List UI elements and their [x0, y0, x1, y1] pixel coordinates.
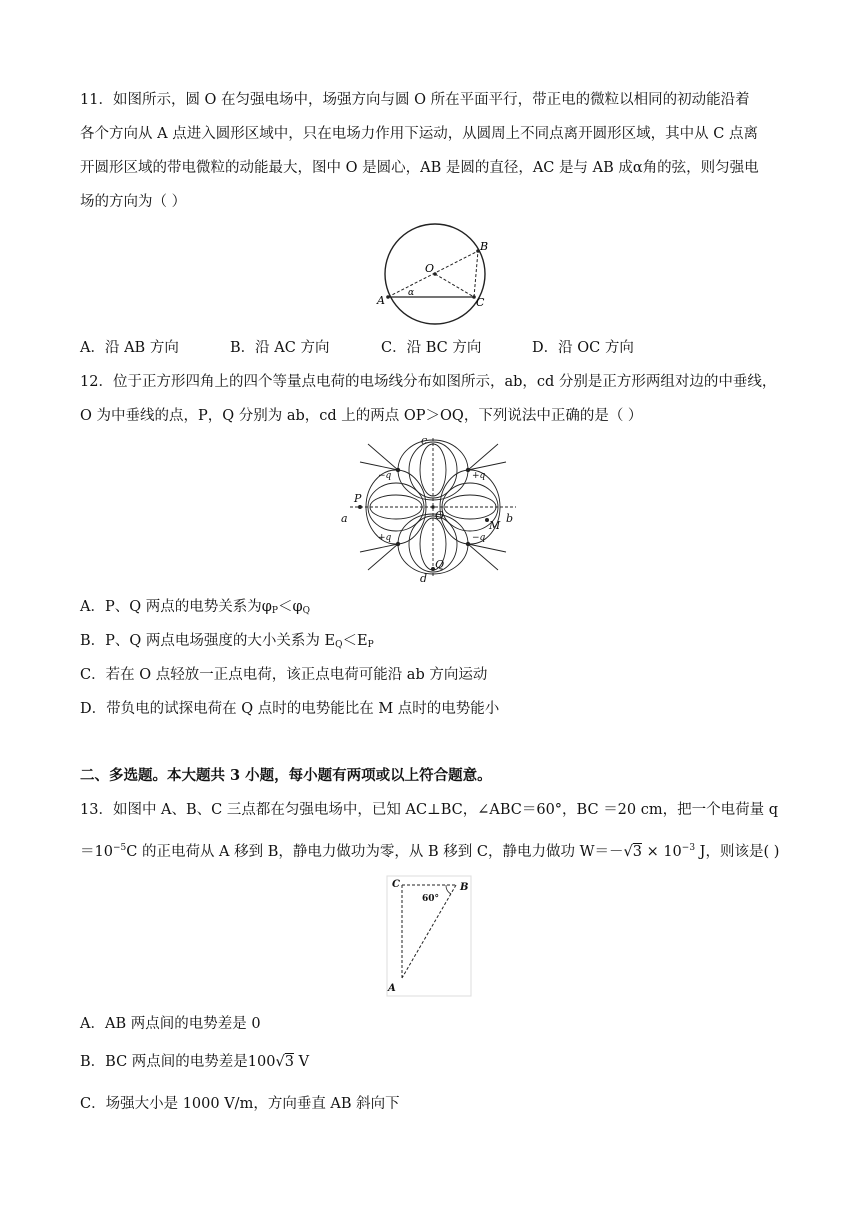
q13-option-b-unit: V	[293, 1054, 310, 1070]
q12-option-a-sub-p: P	[271, 606, 278, 616]
q11-label-c: C	[476, 296, 485, 309]
q12-option-a-sub-q: Q	[302, 606, 310, 616]
q12-option-a-text: A．P、Q 两点的电势关系为φ	[80, 599, 272, 615]
q13-label-angle: 60°	[422, 894, 440, 904]
q12-label-q: Q	[435, 558, 445, 571]
q11-option-d[interactable]: D．沿 OC 方向	[532, 340, 634, 356]
q13-triangle-figure	[384, 873, 474, 999]
q12-field-line-figure	[338, 432, 528, 584]
q12-option-b-text: B．P、Q 两点电场强度的大小关系为 E	[80, 633, 336, 649]
q12-label-p: P	[354, 492, 362, 505]
q11-text-line-2: 各个方向从 A 点进入圆形区域中，只在电场力作用下运动，从圆周上不同点离开圆形区域，其中从 C 点离	[80, 126, 758, 142]
q13-line2-sup2: −3	[681, 843, 696, 853]
q12-text-line-1: 12．位于正方形四角上的四个等量点电荷的电场线分布如图所示，ab，cd 分别是正方形两组对边的中垂线，	[80, 374, 777, 390]
q12-text-line-2: O 为中垂线的点，P，Q 分别为 ab，cd 上的两点 OP＞OQ，下列说法中正确的是（ ）	[80, 408, 643, 424]
q11-text-line-3: 开圆形区域的带电微粒的动能最大，图中 O 是圆心，AB 是圆的直径，AC 是与 AB 成α角的弦，则匀强电	[80, 160, 759, 176]
q12-option-c[interactable]: C．若在 O 点轻放一正点电荷，该正点电荷可能沿 ab 方向运动	[80, 667, 488, 683]
q12-label-d: d	[420, 572, 428, 584]
q13-line2-b: C 的正电荷从 A 移到 B，静电力做功为零，从 B 移到 C，静电力做功 W＝－	[126, 844, 624, 860]
q12-label-m: M	[489, 519, 501, 532]
q11-option-b[interactable]: B．沿 AC 方向	[230, 340, 330, 356]
q13-line2-times: × 10	[641, 844, 682, 860]
q11-option-c[interactable]: C．沿 BC 方向	[381, 340, 482, 356]
q13-label-b: B	[460, 882, 469, 893]
q12-option-b[interactable]	[80, 631, 374, 655]
q13-line2-a: ＝10	[80, 844, 113, 860]
q13-line2-sqrt-sign: √	[623, 844, 633, 860]
q13-line2-c: J，则该是( )	[695, 844, 780, 860]
q11-option-a[interactable]: A．沿 AB 方向	[80, 340, 179, 356]
q12-label-top-left-charge: −q	[378, 471, 392, 481]
section-2-heading: 二、多选题。本大题共 3 小题，每小题有两项或以上符合题意。	[80, 767, 492, 784]
q12-label-bottom-right-charge: −q	[472, 533, 486, 543]
q11-label-b: B	[480, 240, 489, 253]
q13-label-a: A	[388, 983, 396, 994]
q12-label-b: b	[506, 512, 514, 525]
q11-text-line-1: 11．如图所示，圆 O 在匀强电场中，场强方向与圆 O 所在平面平行，带正电的微粒以相同的初动能沿着	[80, 92, 750, 108]
q13-option-b-num: 100	[247, 1054, 276, 1070]
q12-label-a: a	[341, 512, 348, 525]
q13-line2-radicand: 3	[632, 844, 642, 860]
q13-option-b-radicand: 3	[284, 1054, 294, 1070]
q11-label-o: O	[425, 262, 435, 275]
q12-option-a-mid: ＜φ	[277, 599, 303, 615]
q11-text-line-4: 场的方向为（ ）	[80, 194, 187, 210]
q11-circle-figure	[370, 222, 500, 332]
q12-label-bottom-left-charge: +q	[378, 533, 392, 543]
q13-text-line-2	[80, 838, 779, 862]
q12-option-b-sub-p: P	[367, 640, 374, 650]
q13-option-a[interactable]: A．AB 两点间的电势差是 0	[80, 1016, 261, 1032]
q13-option-b-sqrt-sign: √	[275, 1054, 285, 1070]
q13-option-c[interactable]: C．场强大小是 1000 V/m，方向垂直 AB 斜向下	[80, 1096, 400, 1112]
q13-option-b[interactable]	[80, 1052, 309, 1072]
q13-option-b-text: B．BC 两点间的电势差是	[80, 1054, 248, 1070]
q13-line2-sup: −5	[112, 843, 127, 853]
q12-label-top-right-charge: +q	[472, 471, 486, 481]
q11-label-a: A	[377, 294, 385, 307]
q12-label-o: O	[435, 509, 445, 522]
q12-option-a[interactable]	[80, 597, 310, 621]
q12-label-c: c	[421, 434, 428, 447]
q13-label-c: C	[392, 879, 400, 890]
q11-label-alpha: α	[408, 288, 415, 298]
q12-option-d[interactable]: D．带负电的试探电荷在 Q 点时的电势能比在 M 点时的电势能小	[80, 701, 500, 717]
q12-option-b-sub-q: Q	[335, 640, 343, 650]
q12-option-b-mid: ＜E	[342, 633, 368, 649]
q13-text-line-1: 13．如图中 A、B、C 三点都在匀强电场中，已知 AC⊥BC，∠ABC＝60°，BC ＝20 cm，把一个电荷量 q	[80, 802, 779, 818]
